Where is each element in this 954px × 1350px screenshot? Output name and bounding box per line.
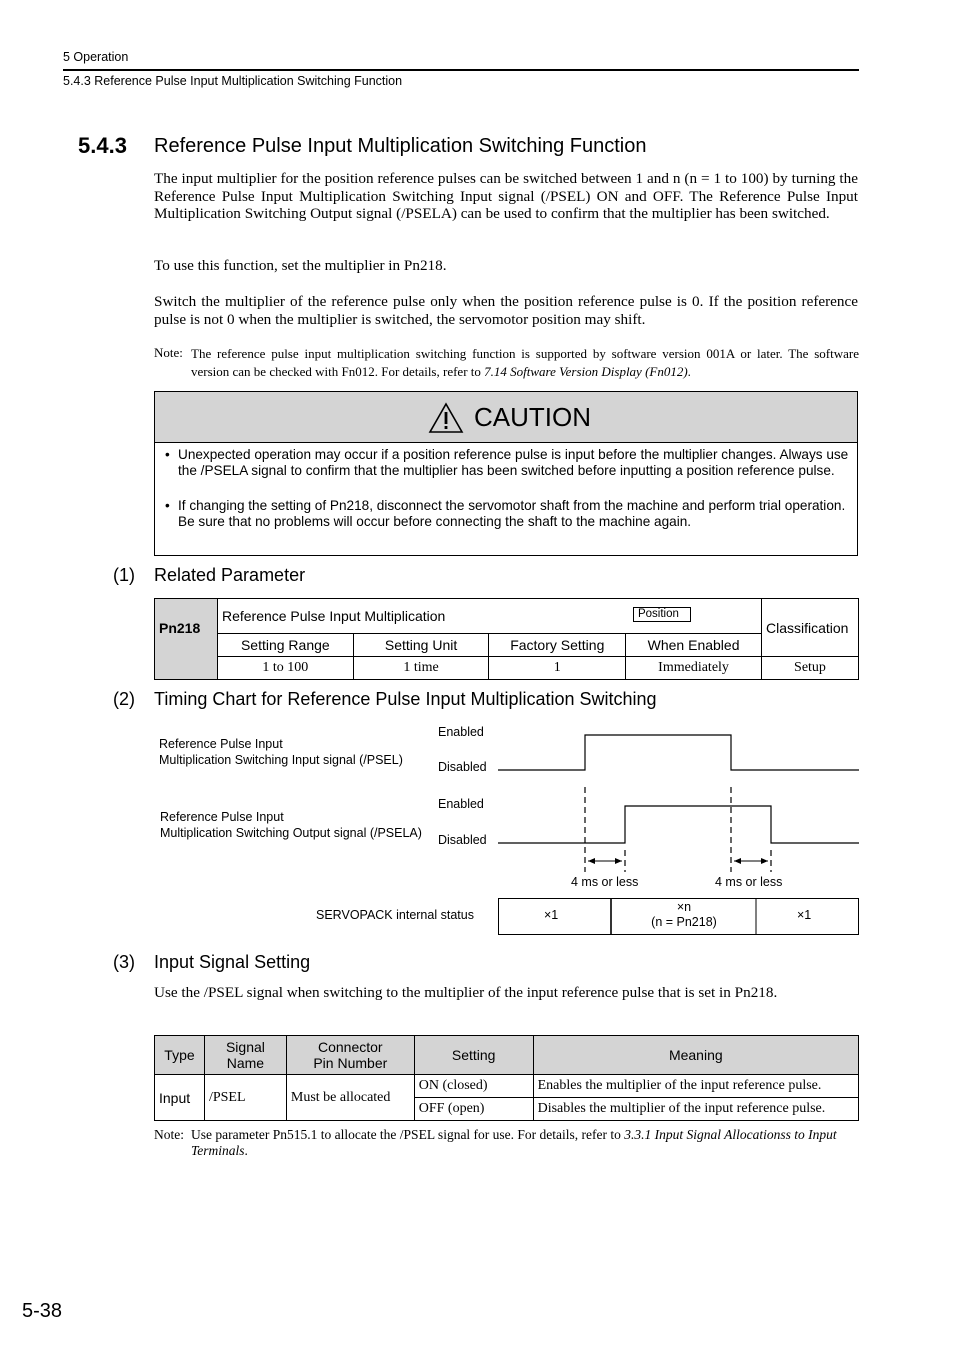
status-label: SERVOPACK internal status <box>316 908 474 922</box>
header-connector: Connector Pin Number <box>286 1036 414 1075</box>
signal-table <box>154 1035 859 1121</box>
header-meaning: Meaning <box>533 1036 858 1075</box>
subsection-title: Timing Chart for Reference Pulse Input Multiplication Switching <box>154 689 657 709</box>
subsection-title: Related Parameter <box>154 565 306 585</box>
subsection-number: (2) <box>113 689 135 709</box>
note-reference[interactable]: 7.14 Software Version Display (Fn012) <box>484 364 688 379</box>
status-xn: ×n (n = Pn218) <box>651 900 717 929</box>
header-type: Type <box>155 1036 205 1075</box>
note-text: The reference pulse input multiplication switching function is supported by software version 001A or later. The software version can be checked with Fn012. For details, refer to 7.14 Software Version Display (Fn012). <box>191 346 859 379</box>
header-rule <box>63 69 859 71</box>
delay-label-2: 4 ms or less <box>715 875 783 889</box>
cell-meaning-on: Enables the multiplier of the input reference pulse. <box>533 1075 858 1098</box>
warning-paragraph: Switch the multiplier of the reference pulse only when the position reference pulse is 0. If the position reference pulse is not 0 when the multiplier is switched, the servomotor position may shift. <box>154 293 858 328</box>
param-spacer <box>155 657 218 680</box>
value-when-enabled: Immediately <box>626 657 762 680</box>
header-signal-name: Signal Name <box>204 1036 286 1075</box>
position-badge: Position <box>633 607 691 622</box>
note-text: Use parameter Pn515.1 to allocate the /PSEL signal for use. For details, refer to 3.3.1 Input Signal Allocationss to Input Terminals. <box>191 1127 837 1158</box>
running-header-section: 5.4.3 Reference Pulse Input Multiplication Switching Function <box>63 74 403 88</box>
psel-enabled-label: Enabled <box>438 725 484 739</box>
psela-label: Reference Pulse Input Multiplication Switching Output signal (/PSELA) <box>160 810 422 840</box>
subsection-number: (1) <box>113 565 135 585</box>
value-setting-unit: 1 time <box>353 657 489 680</box>
status-x1: ×1 <box>544 908 559 922</box>
status-box <box>499 899 859 935</box>
header-factory-setting: Factory Setting <box>489 634 626 657</box>
caution-box <box>154 391 858 556</box>
value-factory-setting: 1 <box>489 657 626 680</box>
psel-waveform <box>498 735 859 770</box>
note-label: Note: <box>154 345 183 360</box>
classification-header: Classification <box>761 599 858 657</box>
warning-triangle-icon <box>428 402 464 434</box>
caution-item: If changing the setting of Pn218, disconnect the servomotor shaft from the machine and perform trial operation. Be sure that no problems will occur before connecting the shaft to the machine again. <box>178 498 846 529</box>
caution-header <box>155 392 857 443</box>
param-name-cell <box>217 599 761 634</box>
psela-enabled-label: Enabled <box>438 797 484 811</box>
cell-connector: Must be allocated <box>286 1075 414 1121</box>
psel-disabled-label: Disabled <box>438 760 487 774</box>
bullet-marker: • <box>165 447 170 462</box>
caution-title: CAUTION <box>474 402 591 432</box>
cell-type: Input <box>155 1075 205 1121</box>
page-number: 5-38 <box>22 1300 63 1322</box>
caution-item: Unexpected operation may occur if a position reference pulse is input before the multiplier changes. Always use the /PSELA signal to confirm that the multiplier has been switched before inputting a position reference pulse. <box>178 447 849 478</box>
intro-paragraph: The input multiplier for the position reference pulses can be switched between 1 and n (n = 1 to 100) by turning the Reference Pulse Input Multiplication Switching Input signal (/PSEL) ON and OFF. The Reference Pulse Input Multiplication Switching Output signal (/PSELA) can be used to confirm that the multiplier has been switched. <box>154 170 858 222</box>
status-x1: ×1 <box>797 908 812 922</box>
param-name: Reference Pulse Input Multiplication <box>221 608 446 624</box>
subsection-title: Input Signal Setting <box>154 952 311 972</box>
psel-label: Reference Pulse Input Multiplication Switching Input signal (/PSEL) <box>159 737 403 767</box>
section-number: 5.4.3 <box>78 133 127 158</box>
section-title: Reference Pulse Input Multiplication Switching Function <box>154 135 647 157</box>
delay-label-1: 4 ms or less <box>571 875 639 889</box>
note-label: Note: <box>154 1127 184 1142</box>
cell-signal: /PSEL <box>204 1075 286 1121</box>
param-number: Pn218 <box>155 599 218 657</box>
bullet-marker: • <box>165 498 170 513</box>
value-setting-range: 1 to 100 <box>217 657 353 680</box>
header-setting: Setting <box>414 1036 533 1075</box>
running-header-chapter: 5 Operation <box>63 50 129 64</box>
setup-paragraph: To use this function, set the multiplier in Pn218. <box>154 257 447 274</box>
psela-disabled-label: Disabled <box>438 833 487 847</box>
subsection-number: (3) <box>113 952 135 972</box>
cell-meaning-off: Disables the multiplier of the input reference pulse. <box>533 1098 858 1121</box>
cell-setting-on: ON (closed) <box>414 1075 533 1098</box>
header-setting-range: Setting Range <box>217 634 353 657</box>
value-classification: Setup <box>761 657 858 680</box>
header-when-enabled: When Enabled <box>626 634 762 657</box>
note-reference[interactable]: 3.3.1 Input Signal Allocationss to Input Terminals <box>191 1127 837 1158</box>
header-setting-unit: Setting Unit <box>353 634 489 657</box>
cell-setting-off: OFF (open) <box>414 1098 533 1121</box>
psela-waveform <box>498 806 859 843</box>
parameter-table <box>154 598 859 680</box>
signal-setting-text: Use the /PSEL signal when switching to the multiplier of the input reference pulse that is set in Pn218. <box>154 984 778 1001</box>
